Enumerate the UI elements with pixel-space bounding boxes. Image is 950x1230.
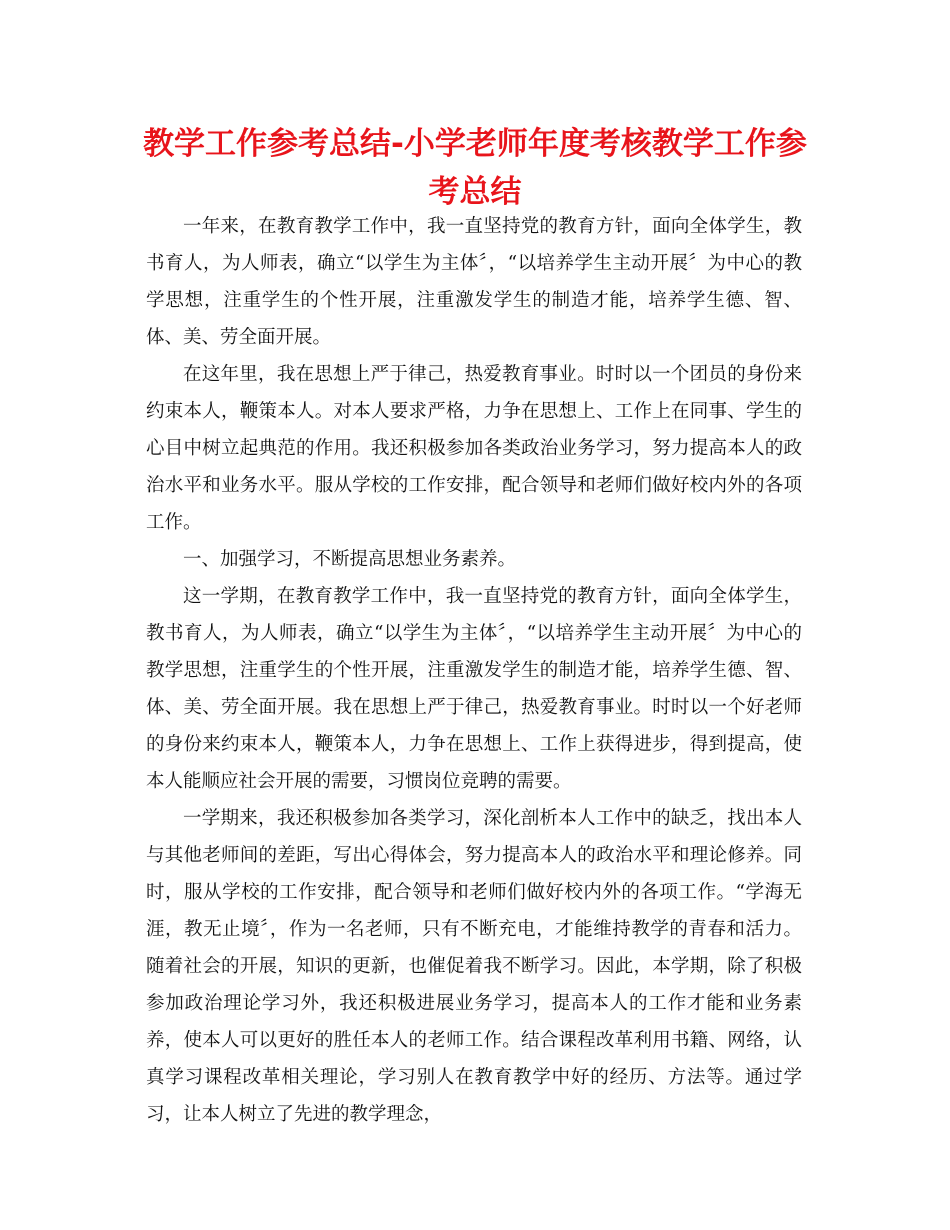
document-body: [146, 208, 802, 1133]
paragraph-2: 在这年里，我在思想上严于律己，热爱教育事业。时时以一个团员的身份来约束本人，鞭策本人。对本人要求严格，力争在思想上、工作上在同事、学生的心目中树立起典范的作用。我还积极参加各类政治业务学习，努力提高本人的政治水平和业务水平。服从学校的工作安排，配合领导和老师们做好校内外的各项工作。: [146, 364, 802, 533]
paragraph-4: 一学期来，我还积极参加各类学习，深化剖析本人工作中的缺乏，找出本人与其他老师间的差距，写出心得体会，努力提高本人的政治水平和理论修养。同时，服从学校的工作安排，配合领导和老师们做好校内外的各项工作。“学海无涯，教无止境〞，作为一名老师，只有不断充电，才能维持教学的青春和活力。随着社会的开展，知识的更新，也催促着我不断学习。因此，本学期，除了积极参加政治理论学习外，我还积极进展业务学习，提高本人的工作才能和业务素养，使本人可以更好的胜任本人的老师工作。结合课程改革利用书籍、网络，认真学习课程改革相关理论，学习别人在教育教学中好的经历、方法等。通过学习，让本人树立了先进的教学理念，: [146, 808, 802, 1125]
section-heading: 一、加强学习，不断提高思想业务素养。: [183, 549, 517, 570]
paragraph-3: 这一学期，在教育教学工作中，我一直坚持党的教育方针，面向全体学生，教书育人，为人师表，确立“以学生为主体〞，“以培养学生主动开展〞为中心的教学思想，注重学生的个性开展，注重激发学生的制造才能，培养学生德、智、体、美、劳全面开展。我在思想上严于律己，热爱教育事业。时时以一个好老师的身份来约束本人，鞭策本人，力争在思想上、工作上获得进步，得到提高，使本人能顺应社会开展的需要，习惯岗位竞聘的需要。: [146, 586, 802, 792]
document-title: 教学工作参考总结-小学老师年度考核教学工作参考总结: [143, 126, 807, 210]
paragraph-1: 一年来，在教育教学工作中，我一直坚持党的教育方针，面向全体学生，教书育人，为人师表，确立“以学生为主体〞，“以培养学生主动开展〞为中心的教学思想，注重学生的个性开展，注重激发学生的制造才能，培养学生德、智、体、美、劳全面开展。: [146, 216, 802, 348]
